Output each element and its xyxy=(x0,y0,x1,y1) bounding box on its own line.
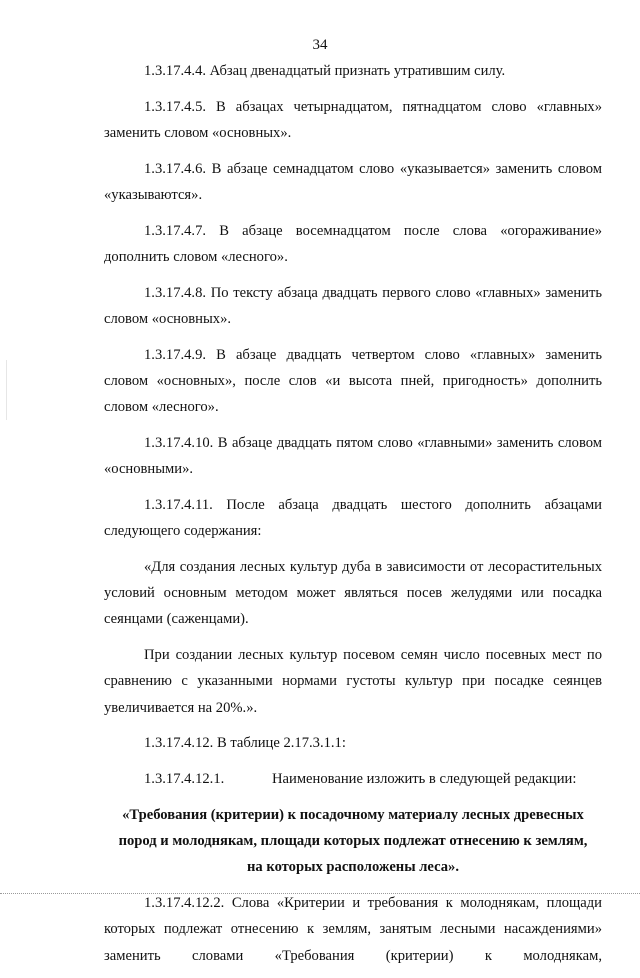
quoted-paragraph-oak-cultures: «Для создания лесных культур дуба в зависимости от лесорастительных условий основным методом может являться посев желудями или посадка сеянцами (саженцами). xyxy=(104,559,602,628)
title-line-1: «Требования (критерии) к посадочному материалу лесных древесных xyxy=(122,807,584,823)
page-bottom-edge xyxy=(0,893,640,894)
paragraph-1-3-17-4-12: 1.3.17.4.12. В таблице 2.17.3.1.1: xyxy=(144,735,346,752)
item-text: Наименование изложить в следующей редакции: xyxy=(272,771,577,788)
paragraph-1-3-17-4-10: 1.3.17.4.10. В абзаце двадцать пятом слово «главными» заменить словом «основными». xyxy=(104,435,602,478)
paragraph-1-3-17-4-9: 1.3.17.4.9. В абзаце двадцать четвертом слово «главных» заменить словом «основных», после слов «и высота пней, пригодность» дополнить словом «лесного». xyxy=(104,346,602,416)
paragraph-1-3-17-4-11: 1.3.17.4.11. После абзаца двадцать шестого дополнить абзацами следующего содержания: xyxy=(104,497,602,540)
paragraph-1-3-17-4-6: 1.3.17.4.6. В абзаце семнадцатом слово «указывается» заменить словом «указываются». xyxy=(104,160,602,203)
paragraph-1-3-17-4-8: 1.3.17.4.8. По тексту абзаца двадцать первого слово «главных» заменить словом «основных». xyxy=(104,284,602,327)
scan-edge-mark xyxy=(6,360,7,420)
paragraph-1-3-17-4-7: 1.3.17.4.7. В абзаце восемнадцатом после слова «огораживание» дополнить словом «лесного». xyxy=(104,222,602,265)
paragraph-1-3-17-4-12-1 xyxy=(104,766,602,792)
quoted-paragraph-seeding-places: При создании лесных культур посевом семян число посевных мест по сравнению с указанными нормами густоты культур при посадке сеянцев увеличивается на 20%.». xyxy=(104,647,602,716)
title-line-3: на которых расположены леса». xyxy=(247,859,459,876)
item-number: 1.3.17.4.12.1. xyxy=(144,771,225,788)
page-number: 34 xyxy=(312,37,328,53)
paragraph-1-3-17-4-12-2: 1.3.17.4.12.2. Слова «Критерии и требования к молоднякам, площади которых подлежат отнесению к землям, занятым лесными насаждениями» заменить словами «Требования (критерии) к молоднякам, xyxy=(104,895,602,964)
title-line-2: пород и молоднякам, площади которых подлежат отнесению к землям, xyxy=(118,833,588,850)
paragraph-1-3-17-4-5: 1.3.17.4.5. В абзацах четырнадцатом, пятнадцатом слово «главных» заменить словом «основных». xyxy=(104,98,602,141)
document-body xyxy=(104,58,602,978)
new-table-title xyxy=(104,802,602,881)
paragraph-1-3-17-4-4: 1.3.17.4.4. Абзац двенадцатый признать утратившим силу. xyxy=(144,63,506,79)
